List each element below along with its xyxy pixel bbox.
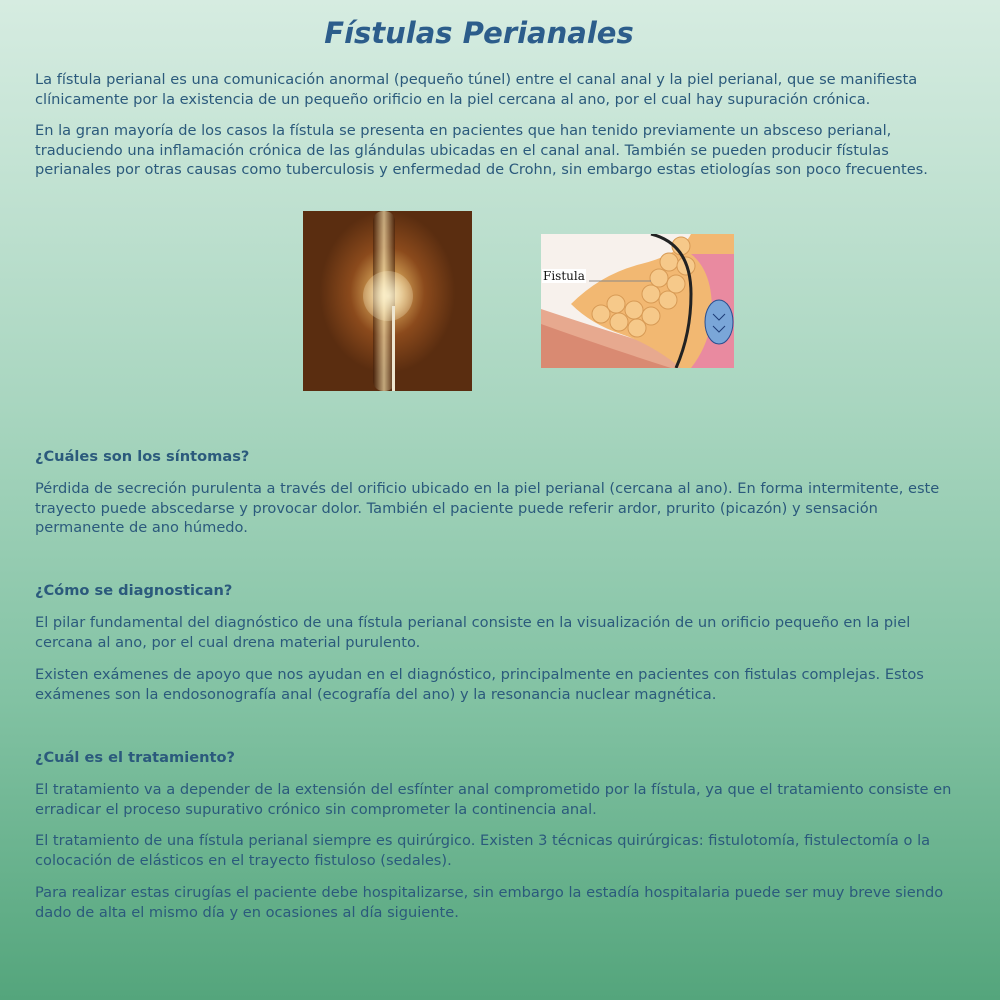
diagnosis-paragraph-1: El pilar fundamental del diagnóstico de una fístula perianal consiste en la visualización de un orificio pequeño en la piel cercana al ano, por el cual drena material purulento. — [35, 614, 911, 651]
diagnosis-heading: ¿Cómo se diagnostican? — [35, 582, 233, 599]
symptoms-heading: ¿Cuáles son los síntomas? — [35, 448, 250, 465]
anatomy-diagram — [541, 234, 734, 368]
treatment-paragraph-1: El tratamiento va a depender de la extensión del esfínter anal comprometido por la fístula, ya que el tratamiento consiste en erradicar el proceso supurativo crónico sin comprometer la continencia anal. — [35, 781, 952, 818]
intro-paragraph-2: En la gran mayoría de los casos la fístula se presenta en pacientes que han tenido previamente un absceso perianal, traduciendo una inflamación crónica de las glándulas ubicadas en el canal anal. También se pueden producir fístulas perianales por otras causas como tuberculosis y enfermedad de Crohn, sin embargo estas etiologías son poco frecuentes. — [35, 122, 928, 179]
page-title: Fístulas Perianales — [324, 16, 634, 50]
symptoms-paragraph: Pérdida de secreción purulenta a través del orificio ubicado en la piel perianal (cercana al ano). En forma intermitente, este trayecto puede abscedarse y provocar dolor. También el paciente puede referir ardor, prurito (picazón) y sensación permanente de ano húmedo. — [35, 480, 940, 537]
treatment-paragraph-3: Para realizar estas cirugías el paciente debe hospitalizarse, sin embargo la estadía hospitalaria puede ser muy breve siendo dado de alta el mismo día y en ocasiones al día siguiente. — [35, 884, 944, 921]
treatment-heading: ¿Cuál es el tratamiento? — [35, 749, 235, 766]
fistula-label: Fistula — [543, 269, 585, 283]
treatment-paragraph-2: El tratamiento de una fístula perianal siempre es quirúrgico. Existen 3 técnicas quirúrgicas: fistulotomía, fistulectomía o la colocación de elásticos en el trayecto fistuloso (sedales). — [35, 832, 931, 869]
anatomy-illustration — [541, 234, 734, 368]
intro-paragraph-1: La fístula perianal es una comunicación anormal (pequeño túnel) entre el canal anal y la piel perianal, que se manifiesta clínicamente por la existencia de un pequeño orificio en la piel cercana al ano, por el cual hay supuración crónica. — [35, 71, 918, 108]
clinical-photo — [303, 211, 472, 391]
diagnosis-paragraph-2: Existen exámenes de apoyo que nos ayudan en el diagnóstico, principalmente en pacientes con fistulas complejas. Estos exámenes son la endosonografía anal (ecografía del ano) y la resonancia nuclear magnética. — [35, 666, 924, 703]
